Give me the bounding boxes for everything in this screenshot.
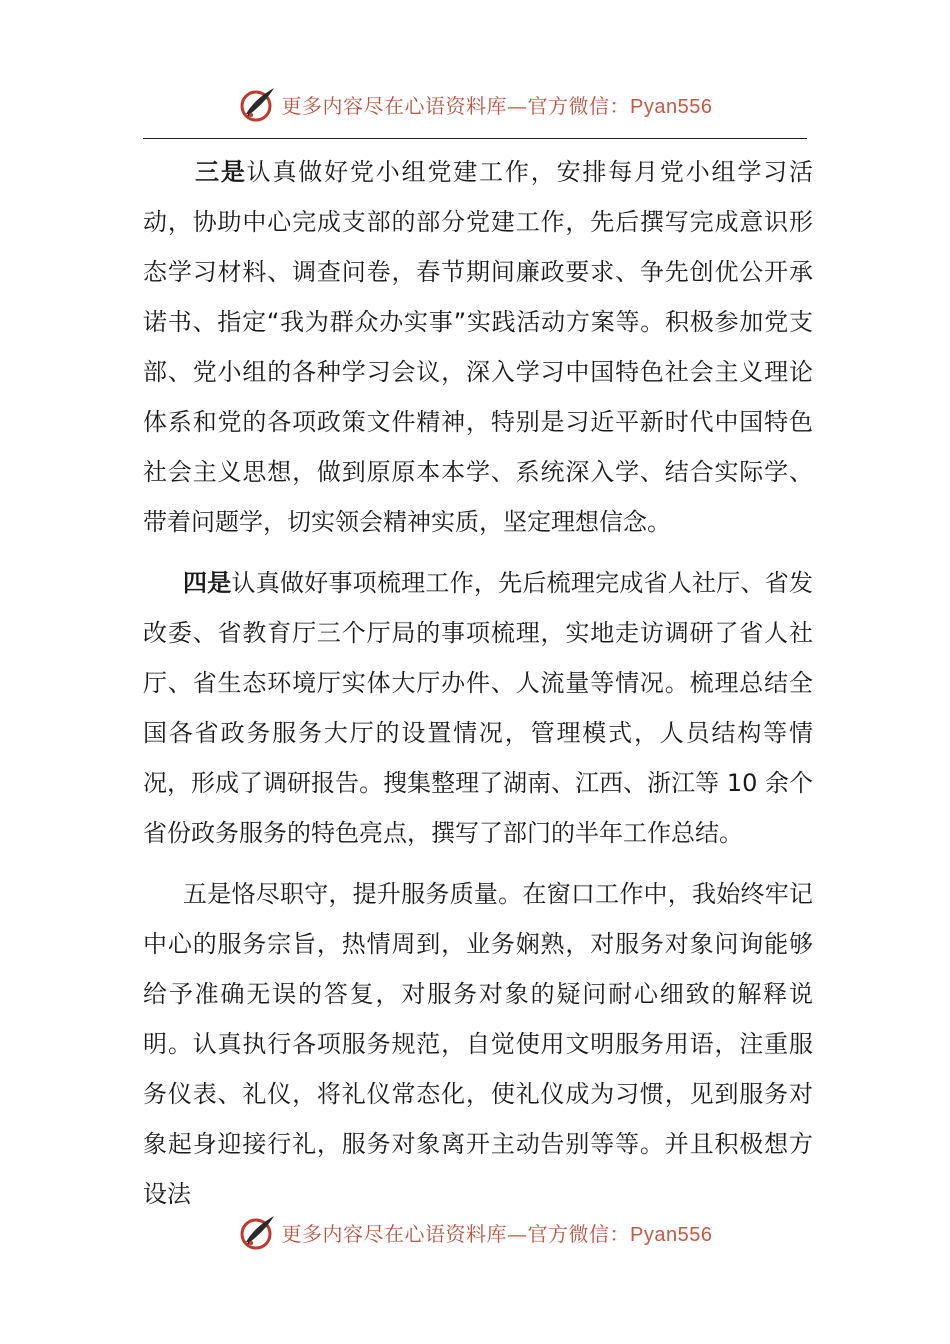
header-watermark [0, 84, 950, 124]
footer-watermark [0, 1212, 950, 1252]
watermark-text: 更多内容尽在心语资料库—官方微信：Pyan556 [281, 1221, 713, 1246]
paragraph-text: 认真做好党小组党建工作，安排每月党小组学习活动，协助中心完成支部的部分党建工作，先后撰写完成意识形态学习材料、调查问卷，春节期间廉政要求、争先创优公开承诺书、指定“我为群众办实事”实践活动方案等。积极参加党支部、党小组的各种学习会议，深入学习中国特色社会主义理论体系和党的各项政策文件精神，特别是习近平新时代中国特色社会主义思想，做到原原本本学、系统深入学、结合实际学、带着问题学，切实领会精神实质，坚定理想信念。 [143, 158, 814, 536]
document-body [143, 147, 813, 1219]
wechat-id: Pyan556 [630, 1223, 713, 1246]
paragraph-3 [143, 147, 813, 547]
paragraph-text: 五是恪尽职守，提升服务质量。在窗口工作中，我始终牢记中心的服务宗旨，热情周到，业务娴熟，对服务对象问询能够给予准确无误的答复，对服务对象的疑问耐心细致的解释说明。认真执行各项服务规范，自觉使用文明服务用语，注重服务仪表、礼仪，将礼仪常态化，使礼仪成为习惯，见到服务对象起身迎接行礼，服务对象离开主动告别等等。并且积极想方设法 [143, 880, 813, 1208]
wechat-id: Pyan556 [630, 95, 713, 118]
paragraph-5 [143, 869, 813, 1219]
quill-pen-logo-icon [238, 84, 278, 124]
header-divider [143, 138, 807, 139]
quill-pen-logo-icon [238, 1212, 278, 1252]
paragraph-4 [143, 558, 813, 858]
watermark-text: 更多内容尽在心语资料库—官方微信：Pyan556 [281, 93, 713, 118]
paragraph-lead: 三是 [195, 158, 247, 186]
paragraph-text: 认真做好事项梳理工作，先后梳理完成省人社厅、省发改委、省教育厅三个厅局的事项梳理，实地走访调研了省人社厅、省生态环境厅实体大厅办件、人流量等情况。梳理总结全国各省政务服务大厅的设置情况，管理模式，人员结构等情况，形成了调研报告。搜集整理了湖南、江西、浙江等 10 余个省份政务服务的特色亮点，撰写了部门的半年工作总结。 [143, 569, 814, 847]
paragraph-lead: 四是 [183, 569, 232, 597]
